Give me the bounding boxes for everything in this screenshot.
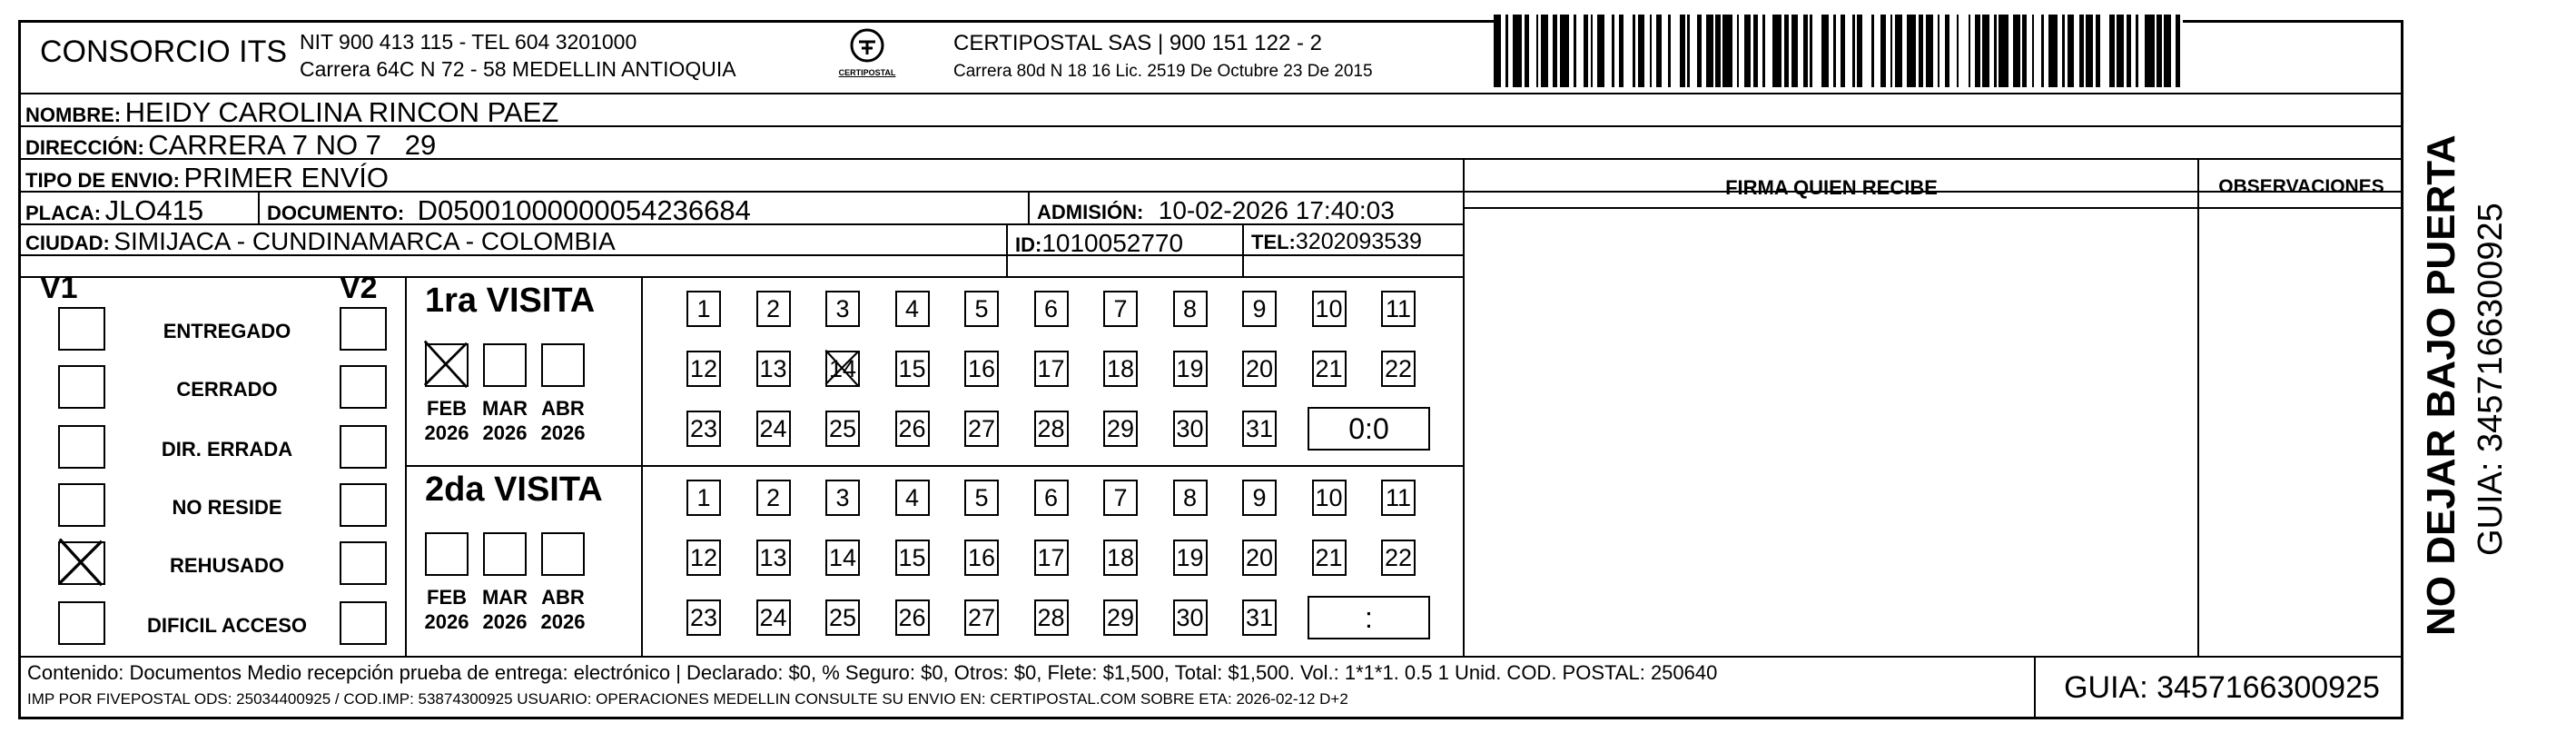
divider	[405, 276, 407, 656]
month-label	[476, 396, 534, 445]
nombre-label: NOMBRE:	[25, 104, 122, 126]
v2-checkbox[interactable]	[340, 307, 387, 351]
day-box[interactable]: 5	[964, 291, 999, 327]
day-box[interactable]: 26	[895, 411, 930, 447]
tipo-envio-label: TIPO DE ENVIO:	[25, 169, 180, 192]
check-mark-icon	[427, 345, 467, 385]
barcode-bar	[1926, 15, 1933, 87]
v1-checkbox[interactable]	[58, 601, 105, 645]
status-label: ENTREGADO	[163, 320, 291, 342]
side-guia: GUIA: 3457166300925	[2472, 203, 2510, 556]
month-label	[476, 585, 534, 634]
visit-title: 1ra VISITA	[425, 282, 596, 320]
day-box[interactable]: 21	[1312, 540, 1347, 576]
month-year: 2026	[424, 610, 469, 633]
tipo-envio-row	[25, 162, 389, 194]
month-name: FEB	[427, 586, 467, 609]
tipo-envio-value: PRIMER ENVÍO	[183, 162, 390, 193]
month-label	[418, 396, 476, 445]
footer-imp: IMP POR FIVEPOSTAL ODS: 25034400925 / COD.IMP: 53874300925 USUARIO: OPERACIONES MEDELLIN CONSULTE SU ENVIO EN: CERTIPOSTAL.COM SOBRE ETA: 2026-02-12 D+2	[27, 690, 1348, 708]
day-box[interactable]: 24	[756, 599, 791, 636]
id-field	[1015, 229, 1183, 258]
day-box[interactable]: 22	[1381, 540, 1416, 576]
day-box[interactable]: 23	[686, 599, 721, 636]
month-checkbox[interactable]	[483, 532, 527, 576]
barcode-bar	[1812, 15, 1821, 87]
status-label: NO RESIDE	[172, 496, 282, 519]
observations-area[interactable]	[2201, 209, 2403, 654]
month-label	[418, 585, 476, 634]
day-box[interactable]: 25	[825, 599, 860, 636]
divider	[641, 276, 643, 656]
day-box[interactable]: 18	[1103, 540, 1138, 576]
admision-label: ADMISIÓN:	[1037, 201, 1144, 223]
month-checkbox[interactable]	[483, 343, 527, 387]
barcode-bar	[1791, 15, 1799, 87]
divider	[1242, 223, 1244, 276]
day-box[interactable]: 26	[895, 599, 930, 636]
visit-time-box[interactable]: 0:0	[1308, 407, 1430, 451]
day-box[interactable]: 11	[1381, 291, 1416, 327]
day-box[interactable]: 21	[1312, 351, 1347, 387]
day-box[interactable]: 31	[1242, 599, 1277, 636]
visit-title: 2da VISITA	[425, 471, 603, 509]
barcode-bar	[1722, 15, 1732, 87]
v2-checkbox[interactable]	[340, 483, 387, 527]
v1-checkbox[interactable]	[58, 425, 105, 469]
month-year: 2026	[482, 421, 528, 444]
day-box[interactable]: 13	[756, 540, 791, 576]
barcode-bar	[1959, 15, 1968, 87]
side-warning: NO DEJAR BAJO PUERTA	[2419, 134, 2463, 636]
barcode-bar	[2138, 15, 2146, 87]
divider	[1028, 191, 1030, 223]
firma-header: FIRMA QUIEN RECIBE	[1725, 176, 1938, 199]
barcode-bar	[1604, 15, 1612, 87]
id-value: 1010052770	[1041, 229, 1184, 257]
day-box[interactable]: 1	[686, 480, 721, 516]
day-box[interactable]: 11	[1381, 480, 1416, 516]
barcode-bar	[1744, 15, 1752, 87]
month-checkbox[interactable]	[425, 532, 469, 576]
barcode-bar	[1662, 15, 1669, 87]
day-box[interactable]: 22	[1381, 351, 1416, 387]
barcode-bar	[2034, 15, 2041, 87]
barcode-bar	[1821, 15, 1829, 87]
check-mark-icon	[827, 352, 858, 385]
day-box[interactable]: 4	[895, 480, 930, 516]
day-box[interactable]: 9	[1242, 480, 1277, 516]
month-name: ABR	[541, 586, 585, 609]
divider	[258, 191, 260, 223]
day-box[interactable]: 1	[686, 291, 721, 327]
barcode-bar	[1529, 15, 1536, 87]
barcode-bar	[2086, 15, 2093, 87]
barcode-bar	[1982, 15, 1989, 87]
barcode-bar	[1907, 15, 1916, 87]
logo-text: CERTIPOSTAL	[838, 68, 896, 77]
day-box[interactable]: 20	[1242, 540, 1277, 576]
day-box[interactable]: 17	[1034, 351, 1069, 387]
barcode-bar	[1706, 15, 1713, 87]
barcode-bar	[2013, 15, 2020, 87]
divider	[2034, 656, 2036, 719]
visit-time-box[interactable]: :	[1308, 596, 1430, 639]
nombre-row	[25, 96, 558, 129]
placa-label: PLACA:	[25, 202, 102, 224]
month-checkbox[interactable]	[541, 343, 585, 387]
divider	[1006, 223, 1008, 276]
day-box[interactable]: 4	[895, 291, 930, 327]
day-box[interactable]: 27	[964, 599, 999, 636]
tel-value: 3202093539	[1295, 229, 1422, 254]
status-label: REHUSADO	[170, 554, 284, 577]
admision-value: 10-02-2026 17:40:03	[1158, 196, 1395, 224]
day-box[interactable]: 30	[1173, 411, 1208, 447]
ciudad-value: SIMIJACA - CUNDINAMARCA - COLOMBIA	[114, 227, 616, 255]
day-box[interactable]: 14	[825, 540, 860, 576]
barcode-bar	[1862, 15, 1871, 87]
day-box[interactable]: 3	[825, 291, 860, 327]
month-year: 2026	[482, 610, 528, 633]
month-year: 2026	[540, 421, 586, 444]
day-box[interactable]: 16	[964, 540, 999, 576]
company-nit: NIT 900 413 115 - TEL 604 3201000	[300, 30, 637, 54]
day-box[interactable]: 8	[1173, 291, 1208, 327]
id-label: ID:	[1015, 233, 1042, 256]
v1-checkbox[interactable]	[58, 307, 105, 351]
footer-guia: GUIA: 3457166300925	[2064, 670, 2380, 705]
day-box[interactable]: 15	[895, 351, 930, 387]
tel-field	[1251, 229, 1422, 255]
placa-field	[25, 194, 203, 227]
check-mark-icon	[60, 543, 104, 583]
barcode-bar	[1597, 15, 1604, 87]
barcode-bar	[1845, 15, 1852, 87]
barcode-bar	[1671, 15, 1680, 87]
month-name: FEB	[427, 397, 467, 420]
barcode-bar	[2164, 15, 2171, 87]
day-box[interactable]: 10	[1312, 480, 1347, 516]
day-box[interactable]: 2	[756, 480, 791, 516]
day-box[interactable]: 6	[1034, 480, 1069, 516]
barcode-bar	[2100, 15, 2109, 87]
carrier-name: CERTIPOSTAL SAS | 900 151 122 - 2	[953, 31, 1322, 55]
day-box[interactable]: 8	[1173, 480, 1208, 516]
direccion-value: CARRERA 7 NO 7 29	[148, 129, 437, 161]
barcode-bar	[1765, 15, 1772, 87]
divider	[2197, 158, 2199, 656]
month-name: ABR	[541, 397, 585, 420]
v1-header: V1	[40, 271, 78, 305]
day-box[interactable]: 29	[1103, 599, 1138, 636]
day-box[interactable]: 23	[686, 411, 721, 447]
day-box[interactable]: 3	[825, 480, 860, 516]
v2-checkbox[interactable]	[340, 365, 387, 409]
month-name: MAR	[481, 397, 528, 420]
v2-checkbox[interactable]	[340, 425, 387, 469]
status-label: DIR. ERRADA	[161, 438, 293, 461]
v2-header: V2	[340, 271, 378, 305]
divider	[405, 465, 1463, 467]
divider	[18, 93, 2403, 94]
day-box[interactable]: 6	[1034, 291, 1069, 327]
day-box[interactable]: 7	[1103, 291, 1138, 327]
day-box[interactable]: 7	[1103, 480, 1138, 516]
barcode-bar	[1624, 15, 1633, 87]
divider	[1463, 158, 1465, 656]
day-box[interactable]: 16	[964, 351, 999, 387]
divider	[18, 276, 1463, 278]
v2-checkbox[interactable]	[340, 541, 387, 585]
tel-label: TEL:	[1251, 231, 1296, 253]
day-box[interactable]: 27	[964, 411, 999, 447]
day-box[interactable]: 20	[1242, 351, 1277, 387]
barcode-bar	[1999, 15, 2008, 87]
day-box[interactable]: 31	[1242, 411, 1277, 447]
month-checkbox[interactable]	[425, 343, 469, 387]
barcode-bar	[2068, 15, 2075, 87]
barcode-bar	[1690, 15, 1697, 87]
documento-value: D05001000000054236684	[417, 194, 751, 226]
month-label	[534, 585, 592, 634]
day-box[interactable]: 14	[825, 351, 860, 387]
barcode-bar	[2180, 15, 2183, 87]
v1-checkbox[interactable]	[58, 483, 105, 527]
day-box[interactable]: 12	[686, 540, 721, 576]
observaciones-header: OBSERVACIONES	[2218, 176, 2384, 197]
certipostal-logo	[835, 27, 899, 77]
barcode-bar	[1638, 15, 1645, 87]
day-box[interactable]: 9	[1242, 291, 1277, 327]
barcode-bar	[1772, 15, 1781, 87]
barcode-bar	[1541, 15, 1548, 87]
barcode-bar	[2145, 15, 2154, 87]
status-label: DIFICIL ACCESO	[146, 614, 307, 637]
day-box[interactable]: 17	[1034, 540, 1069, 576]
barcode-bar	[2117, 15, 2124, 87]
admision-field	[1037, 196, 1395, 225]
barcode-bar	[2048, 15, 2058, 87]
barcode-bar	[1576, 15, 1584, 87]
day-box[interactable]: 28	[1034, 411, 1069, 447]
status-label: CERRADO	[176, 378, 278, 401]
barcode	[1494, 15, 2184, 87]
v1-checkbox[interactable]	[58, 365, 105, 409]
v2-checkbox[interactable]	[340, 601, 387, 645]
day-box[interactable]: 19	[1173, 351, 1208, 387]
carrier-address: Carrera 80d N 18 16 Lic. 2519 De Octubre 23 De 2015	[953, 62, 1373, 81]
barcode-bar	[1513, 15, 1522, 87]
signature-area[interactable]	[1466, 209, 2196, 654]
footer-contenido: Contenido: Documentos Medio recepción prueba de entrega: electrónico | Declarado: $0, % Seguro: $0, Otros: $0, Flete: $1,500, Total: $1,500. Vol.: 1*1*1. 0.5 1 Unid. COD. POSTAL: 250640	[27, 661, 1718, 684]
company-address: Carrera 64C N 72 - 58 MEDELLIN ANTIOQUIA	[300, 57, 736, 81]
direccion-label: DIRECCIÓN:	[25, 136, 144, 159]
month-name: MAR	[481, 586, 528, 609]
barcode-bar	[1494, 15, 1501, 87]
day-box[interactable]: 25	[825, 411, 860, 447]
day-box[interactable]: 29	[1103, 411, 1138, 447]
ciudad-field	[25, 227, 616, 256]
day-box[interactable]: 5	[964, 480, 999, 516]
documento-label: DOCUMENTO:	[267, 202, 405, 224]
day-box[interactable]: 30	[1173, 599, 1208, 636]
certipostal-logo-icon	[849, 27, 885, 64]
month-year: 2026	[424, 421, 469, 444]
day-box[interactable]: 10	[1312, 291, 1347, 327]
placa-value: JLO415	[104, 194, 204, 226]
day-box[interactable]: 2	[756, 291, 791, 327]
month-year: 2026	[540, 610, 586, 633]
company-name: CONSORCIO ITS	[40, 35, 288, 69]
day-box[interactable]: 12	[686, 351, 721, 387]
divider	[18, 656, 2403, 658]
documento-field	[267, 194, 751, 227]
ciudad-label: CIUDAD:	[25, 232, 110, 254]
barcode-bar	[1895, 15, 1902, 87]
day-box[interactable]: 18	[1103, 351, 1138, 387]
day-box[interactable]: 19	[1173, 540, 1208, 576]
day-box[interactable]: 13	[756, 351, 791, 387]
barcode-bar	[1949, 15, 1957, 87]
nombre-value: HEIDY CAROLINA RINCON PAEZ	[124, 96, 559, 128]
direccion-row	[25, 129, 436, 162]
day-box[interactable]: 15	[895, 540, 930, 576]
day-box[interactable]: 28	[1034, 599, 1069, 636]
v1-checkbox[interactable]	[58, 541, 105, 585]
barcode-bar	[1874, 15, 1881, 87]
day-box[interactable]: 24	[756, 411, 791, 447]
month-checkbox[interactable]	[541, 532, 585, 576]
month-label	[534, 396, 592, 445]
barcode-bar	[1560, 15, 1569, 87]
